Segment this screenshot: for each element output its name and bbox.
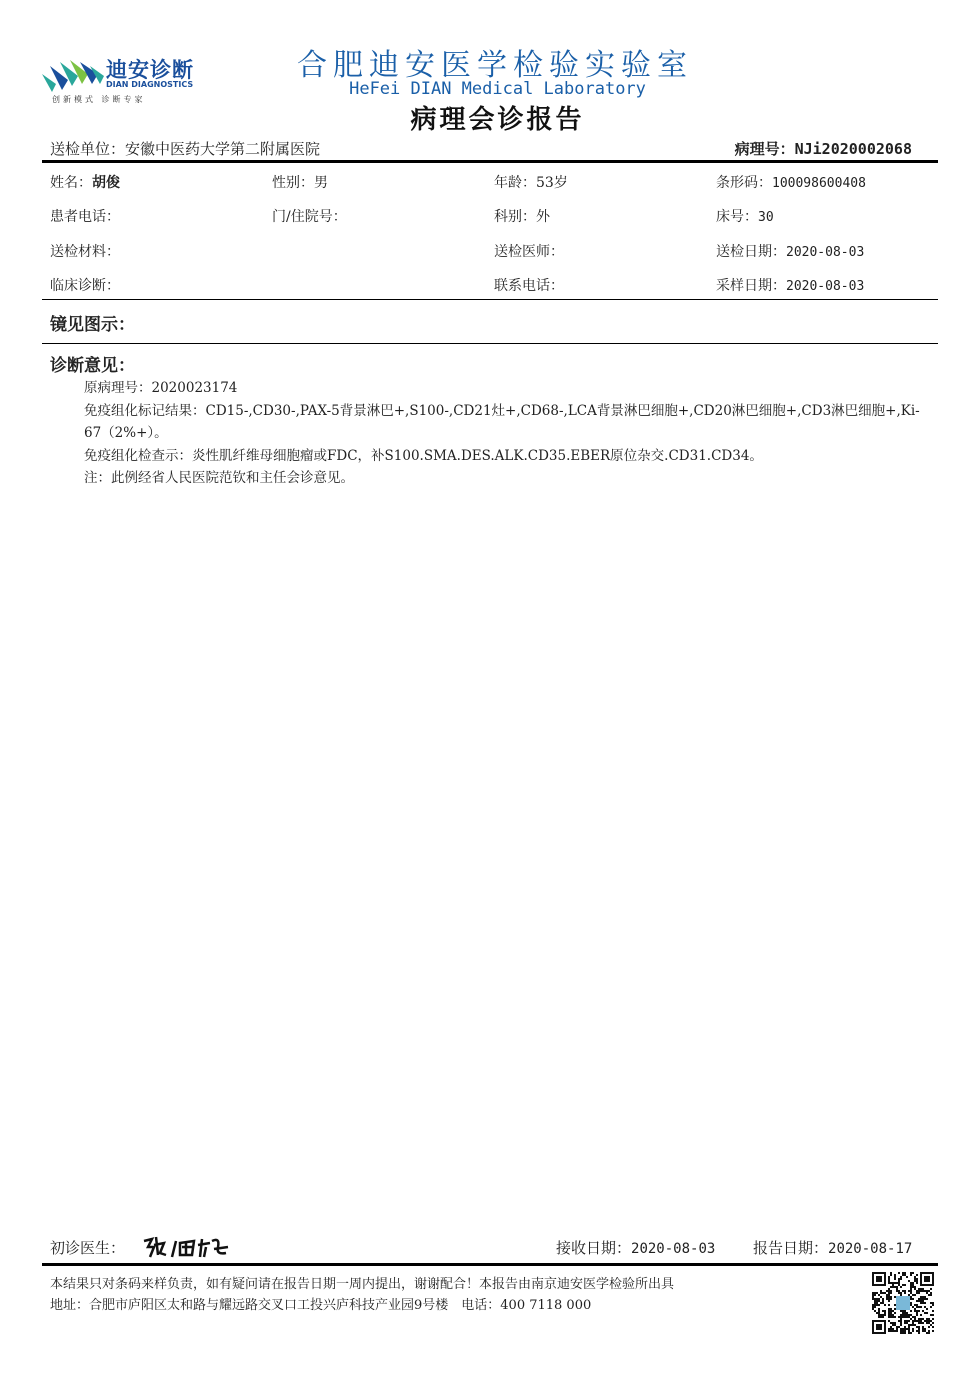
contact-phone-label: 联系电话：	[494, 278, 564, 294]
department-label: 科别：	[494, 209, 536, 225]
gender-field	[272, 172, 328, 192]
name-label: 姓名：	[50, 175, 92, 191]
barcode-value: 100098600408	[772, 176, 866, 191]
specimen-field	[50, 241, 120, 261]
footer-divider	[42, 1263, 938, 1266]
diagnosis-title: 诊断意见：	[50, 356, 135, 376]
pathology-number	[735, 138, 912, 159]
referring-doctor-label: 送检医师：	[494, 244, 564, 260]
sample-date-value: 2020-08-03	[786, 279, 865, 294]
signature-icon	[140, 1233, 232, 1261]
age-value: 53岁	[536, 175, 568, 191]
qr-code	[872, 1272, 934, 1334]
gender-label: 性别：	[272, 175, 314, 191]
contact-phone-field	[494, 275, 564, 295]
barcode-label: 条形码：	[716, 175, 772, 191]
receive-date-field	[556, 1237, 715, 1258]
unit-value: 安徽中医药大学第二附属医院	[125, 140, 321, 158]
logo-brand: 迪安诊断	[106, 58, 194, 82]
sample-date-field	[716, 275, 864, 295]
sample-date-label: 采样日期：	[716, 278, 786, 294]
send-date-label: 送检日期：	[716, 244, 786, 260]
specimen-label: 送检材料：	[50, 244, 120, 260]
pathology-no-value: NJi2020002068	[794, 140, 912, 158]
doctor-signature	[140, 1233, 232, 1261]
report-title: 病理会诊报告	[410, 105, 585, 135]
info-divider	[42, 299, 938, 300]
patient-phone-label: 患者电话：	[50, 209, 120, 225]
microscope-title: 镜见图示：	[50, 315, 135, 335]
patient-name-field	[50, 172, 120, 192]
name-value: 胡俊	[92, 175, 120, 191]
diagnosis-line: 免疫组化检查示：炎性肌纤维母细胞瘤或FDC，补S100.SMA.DES.ALK.CD35.EBER原位杂交.CD31.CD34。	[84, 447, 763, 464]
bed-value: 30	[758, 210, 774, 225]
inpatient-no-label: 门/住院号：	[272, 209, 347, 225]
pathology-no-label: 病理号：	[734, 140, 795, 158]
diagnosis-line: 注：此例经省人民医院范钦和主任会诊意见。	[84, 470, 354, 486]
clinical-diagnosis-label: 临床诊断：	[50, 278, 120, 294]
send-date-field	[716, 241, 864, 261]
diagnosis-line: 免疫组化标记结果：CD15-,CD30-,PAX-5背景淋巴+,S100-,CD21灶+,CD68-,LCA背景淋巴细胞+,CD20淋巴细胞+,CD3淋巴细胞+,Ki-67（2%+）。	[84, 402, 920, 441]
unit-label: 送检单位：	[50, 140, 126, 158]
lab-title: 合肥迪安医学检验实验室	[297, 48, 693, 83]
lab-title-en: HeFei DIAN Medical Laboratory	[349, 79, 646, 99]
send-date-value: 2020-08-03	[786, 245, 865, 260]
qr-code-icon	[872, 1272, 934, 1334]
diagnosis-line: 原病理号：2020023174	[84, 380, 238, 396]
department-value: 外	[536, 209, 550, 225]
bed-label: 床号：	[716, 209, 758, 225]
report-date-field	[753, 1237, 912, 1258]
gender-value: 男	[314, 175, 328, 191]
age-field	[494, 172, 568, 192]
inpatient-no-field	[272, 206, 347, 226]
microscope-divider	[42, 343, 938, 344]
diagnosis-body	[50, 377, 932, 490]
barcode-field	[716, 172, 866, 192]
header-divider	[42, 160, 938, 163]
referring-doctor-field	[494, 241, 564, 261]
logo-brand-en: DIAN DIAGNOSTICS	[106, 80, 194, 89]
footer-address: 地址：合肥市庐阳区太和路与耀远路交叉口工投兴庐科技产业园9号楼 电话：400 7118 000	[50, 1298, 592, 1313]
first-doctor-label: 初诊医生：	[50, 1239, 126, 1257]
clinical-diagnosis-field	[50, 275, 120, 295]
logo-slogan: 创新模式 诊断专家	[52, 95, 146, 104]
receive-date-label: 接收日期：	[556, 1239, 632, 1257]
submitting-unit	[50, 138, 320, 159]
report-date-value: 2020-08-17	[828, 1241, 913, 1257]
receive-date-value: 2020-08-03	[631, 1241, 716, 1257]
bed-field	[716, 206, 774, 226]
report-date-label: 报告日期：	[753, 1239, 829, 1257]
age-label: 年龄：	[494, 175, 536, 191]
patient-phone-field	[50, 206, 120, 226]
footer-disclaimer: 本结果只对条码来样负责，如有疑问请在报告日期一周内提出，谢谢配合！本报告由南京迪安医学检验所出具	[50, 1277, 675, 1292]
department-field	[494, 206, 550, 226]
